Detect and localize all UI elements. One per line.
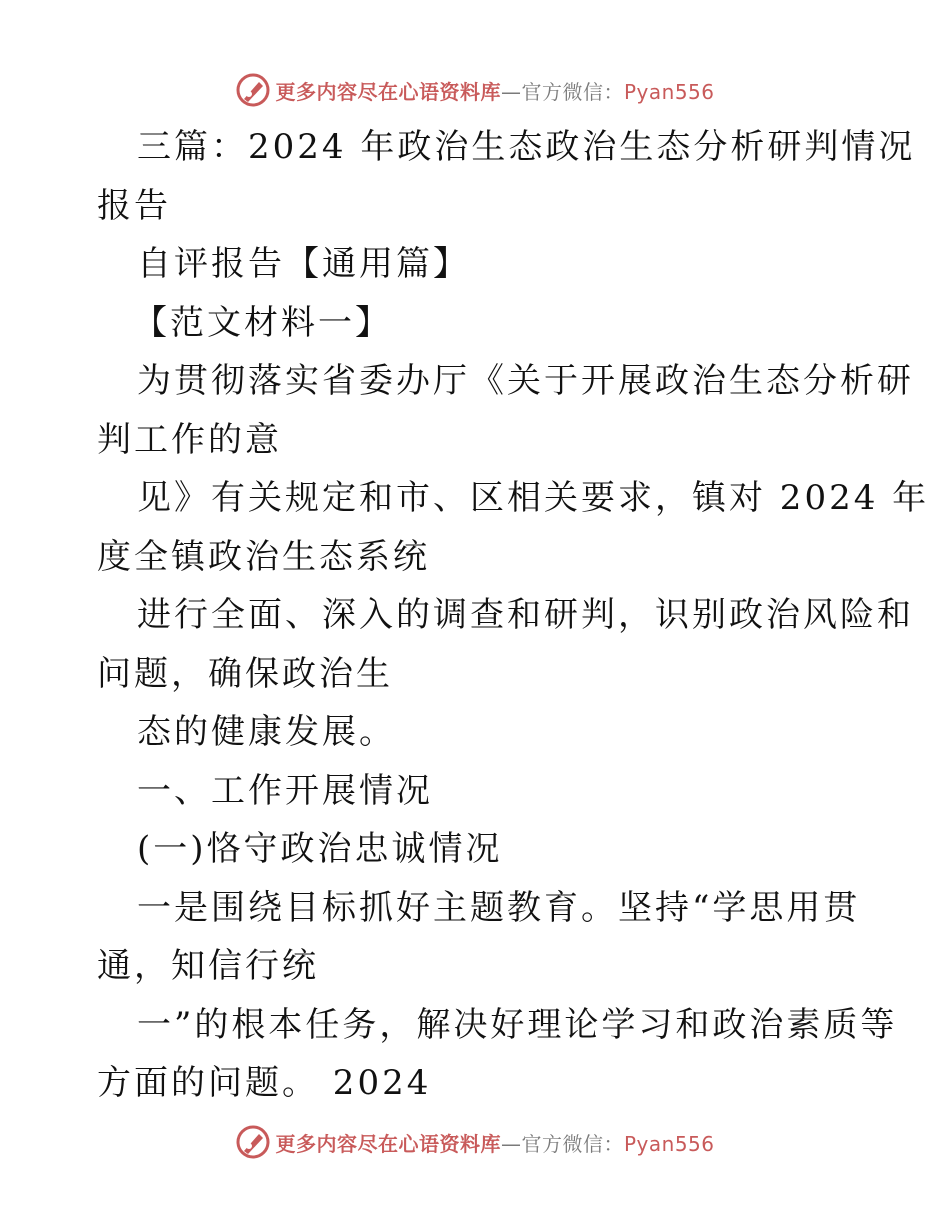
- watermark-dash: —: [500, 79, 522, 104]
- watermark-text: 更多内容尽在心语资料库: [275, 79, 501, 104]
- document-title-line-1: 三篇：2024 年政治生态政治生态分析研判情况: [137, 127, 916, 167]
- paragraph-line: 为贯彻落实省委办厅《关于开展政治生态分析研: [137, 361, 914, 401]
- paragraph-line: 一”的根本任务，解决好理论学习和政治素质等: [137, 1004, 898, 1045]
- watermark-id: Pyan556: [623, 1131, 715, 1156]
- pen-logo-icon: [235, 72, 271, 108]
- watermark-label: 官方微信：: [521, 79, 624, 104]
- paragraph-line: 一是围绕目标抓好主题教育。坚持“学思用贯: [137, 887, 861, 928]
- watermark-text: 更多内容尽在心语资料库: [275, 1131, 501, 1156]
- subsection-heading: (一)恪守政治忠诚情况: [137, 829, 503, 869]
- pen-logo-icon: [235, 1124, 271, 1160]
- document-title-line-2: 报告: [97, 185, 171, 226]
- paragraph-line: 态的健康发展。: [137, 712, 396, 752]
- paragraph-line: 通，知信行统: [97, 946, 319, 986]
- paragraph-line: 见》有关规定和市、区相关要求，镇对 2024 年: [137, 478, 930, 518]
- paragraph-line: 方面的问题。 2024: [97, 1063, 432, 1103]
- paragraph-line: 问题，确保政治生: [97, 653, 393, 694]
- paragraph-line: 判工作的意: [97, 419, 282, 460]
- document-body: [97, 118, 930, 1113]
- paragraph-line: 进行全面、深入的调查和研判，识别政治风险和: [137, 595, 914, 635]
- watermark-dash: —: [500, 1131, 522, 1156]
- sample-heading: 【范文材料一】: [133, 302, 392, 343]
- footer-watermark: [0, 1122, 950, 1162]
- section-heading: 自评报告【通用篇】: [137, 244, 470, 284]
- section-heading-work: 一、工作开展情况: [137, 770, 433, 811]
- watermark-label: 官方微信：: [521, 1131, 624, 1156]
- watermark-id: Pyan556: [623, 79, 715, 104]
- paragraph-line: 度全镇政治生态系统: [97, 536, 430, 577]
- header-watermark: [0, 70, 950, 110]
